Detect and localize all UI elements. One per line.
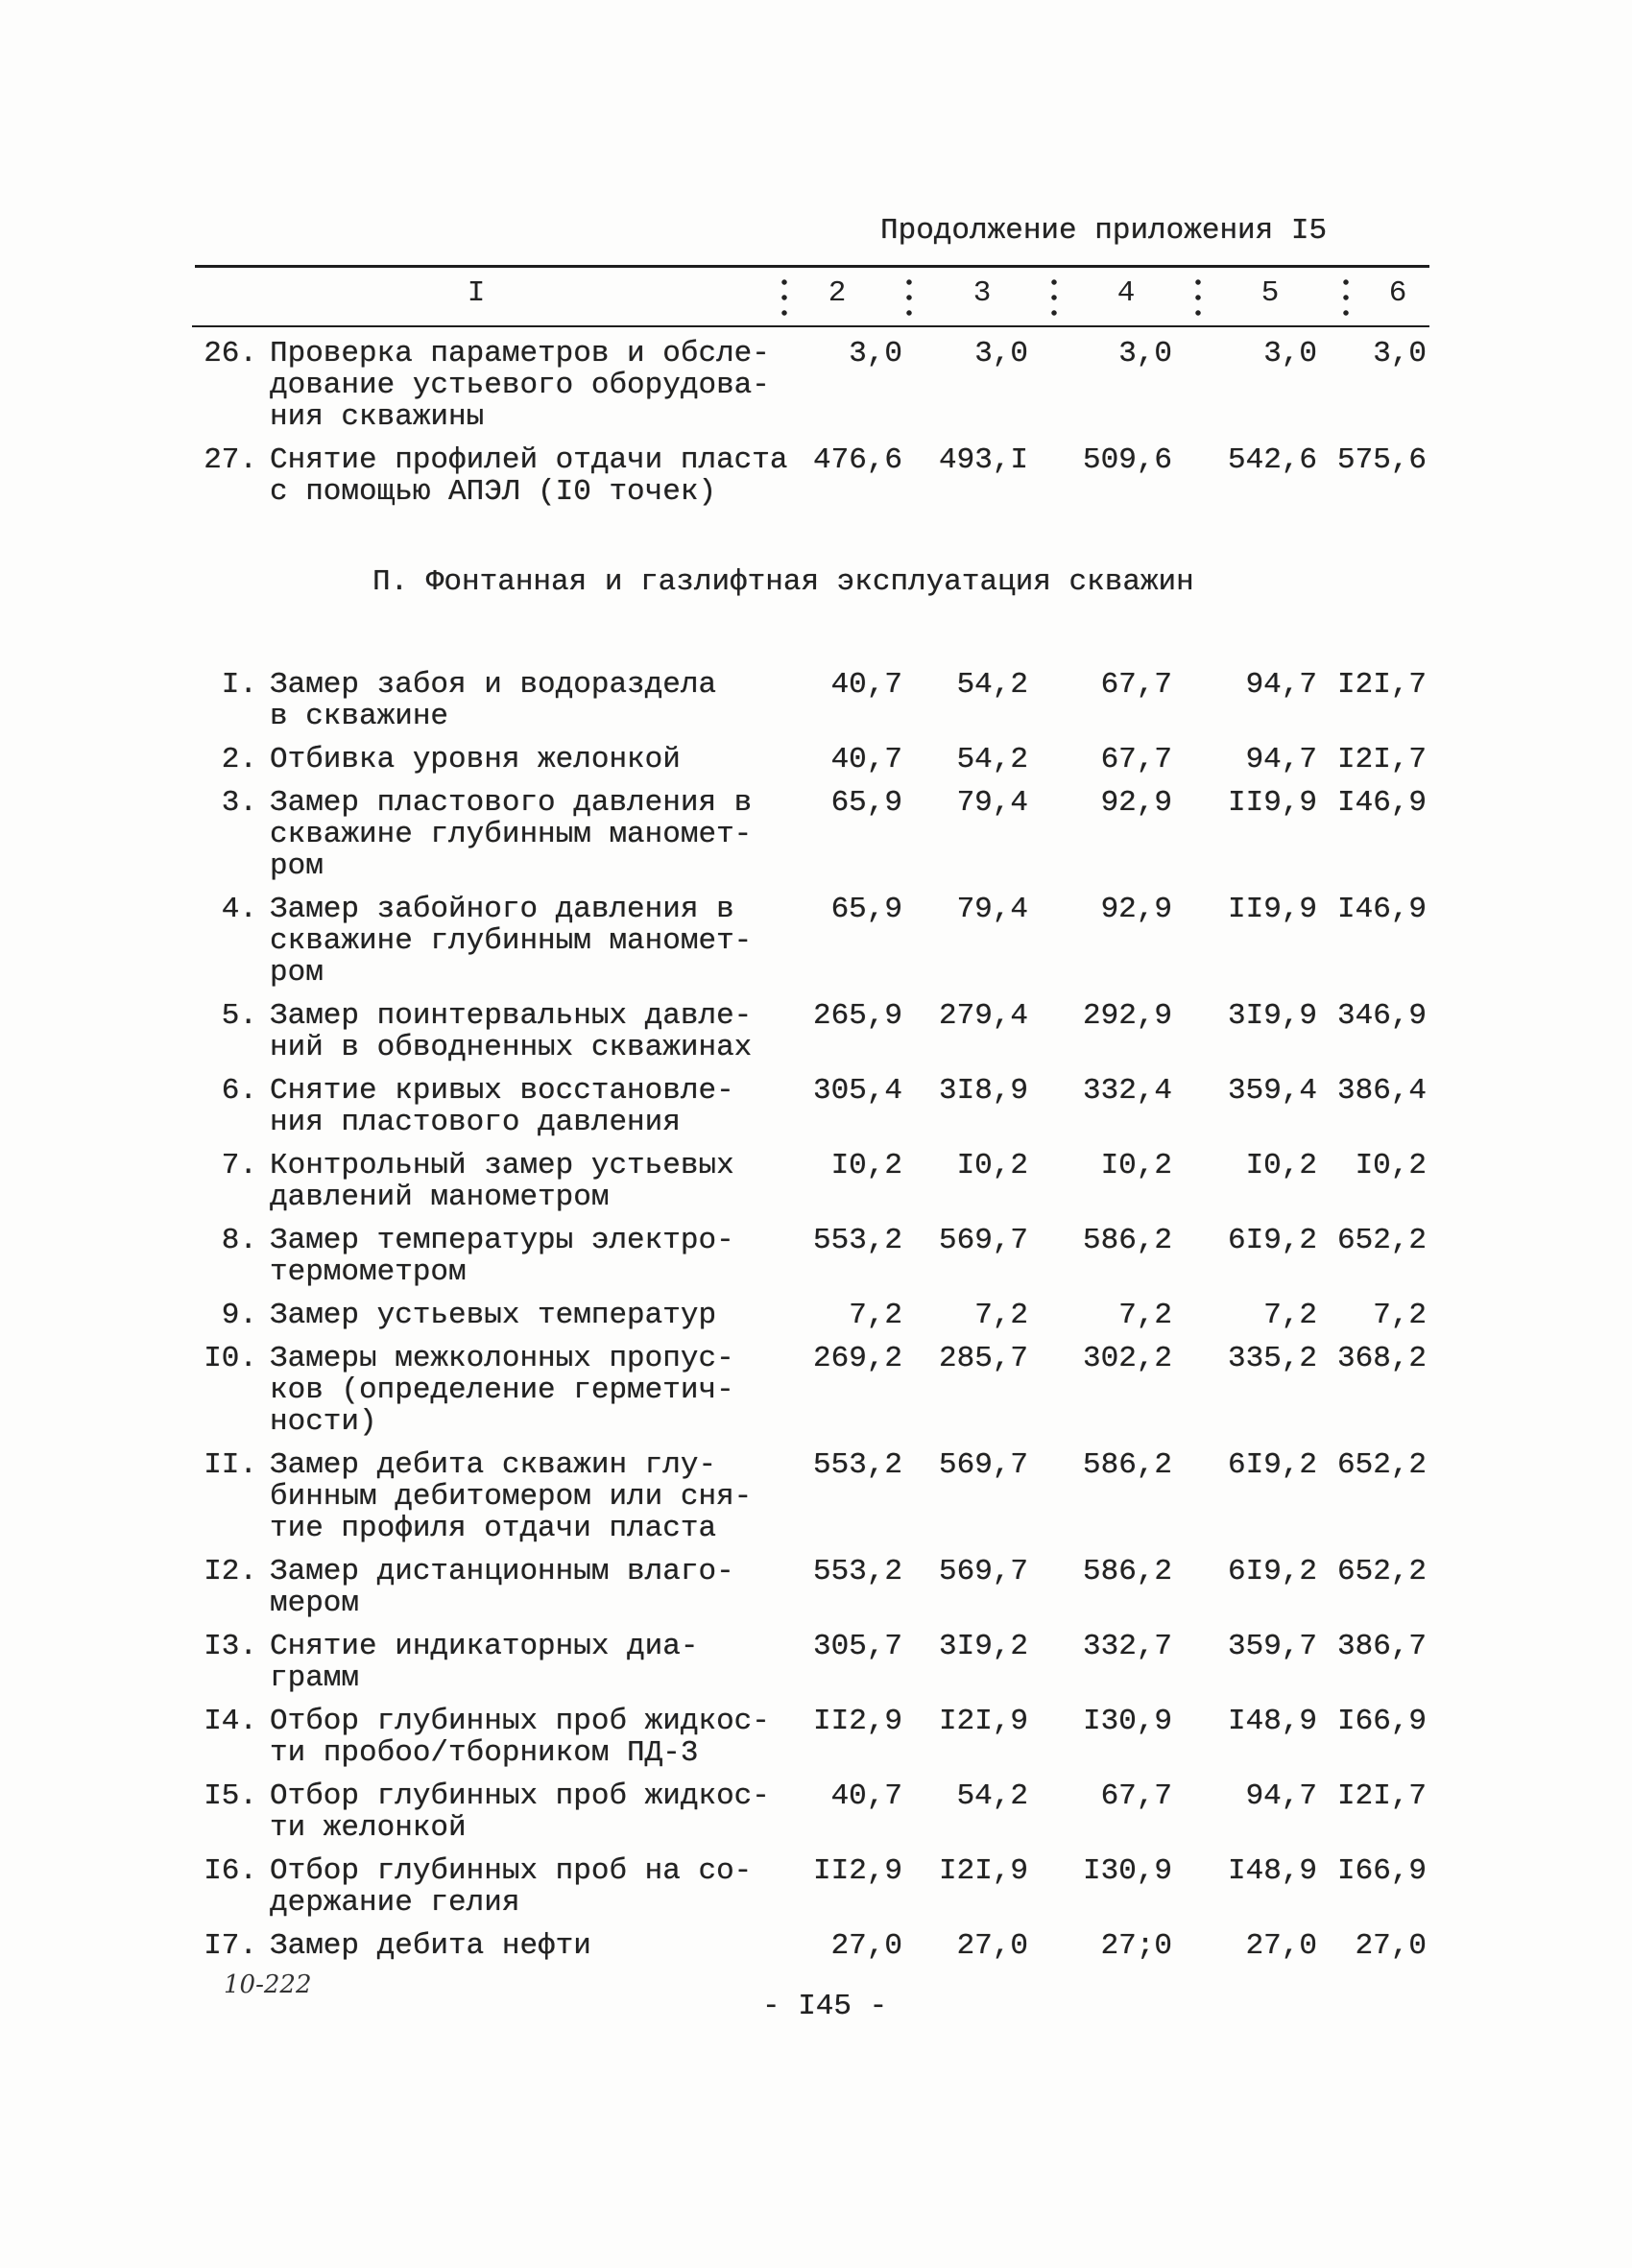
value-column-4: 67,7 [1100,743,1172,776]
description-line: ти пробоо/тборником ПД-3 [270,1736,699,1770]
column-header-5: 5 [1260,276,1280,310]
description-line: Замеры межколонных пропус- [270,1342,734,1375]
description-line: Замер дистанционным влаго- [270,1555,734,1588]
value-column-6: I46,9 [1336,893,1427,926]
table-row [0,1930,1427,1962]
value-column-2: 265,9 [812,999,902,1033]
row-description [257,669,788,732]
value-column-5: 94,7 [1245,743,1317,776]
value-column-6: 575,6 [1336,443,1427,477]
description-line: Замер забоя и водораздела [270,668,717,702]
value-column-3: 79,4 [956,893,1028,926]
description-line: держание гелия [270,1886,520,1920]
value-column-4: 302,2 [1082,1342,1172,1375]
value-column-6: I66,9 [1336,1705,1427,1738]
value-column-6: 346,9 [1336,999,1427,1033]
column-separator [781,275,787,321]
page-number: - I45 - [762,1990,888,2023]
value-column-4: 586,2 [1082,1448,1172,1482]
table-row [0,669,1427,732]
value-column-5: 6I9,2 [1227,1448,1317,1482]
table-row [0,1556,1427,1619]
value-column-2: 269,2 [812,1342,902,1375]
row-number: I0. [204,1342,257,1375]
value-column-4: 92,9 [1100,786,1172,820]
value-column-3: 3,0 [974,337,1028,370]
column-header-3: 3 [972,276,992,310]
value-column-3: 54,2 [956,1779,1028,1813]
description-line: Снятие профилей отдачи пласта [270,443,788,477]
value-column-5: 6I9,2 [1227,1555,1317,1588]
row-number: 6. [221,1074,257,1108]
table-row [0,444,1427,508]
table-row [0,1706,1427,1769]
column-header-6: 6 [1388,276,1407,310]
table-row [0,1000,1427,1063]
row-number: I. [221,668,257,702]
value-column-4: 92,9 [1100,893,1172,926]
table-body-part-1 [0,338,1427,519]
value-column-4: 27;0 [1100,1929,1172,1963]
description-line: Замер дебита нефти [270,1929,591,1963]
row-number: II. [204,1448,257,1482]
row-number: 27. [204,443,257,477]
value-column-3: 493,I [938,443,1028,477]
table-row [0,1631,1427,1694]
value-column-4: 332,4 [1082,1074,1172,1108]
row-number: 26. [204,337,257,370]
value-column-4: 586,2 [1082,1224,1172,1257]
value-column-2: 553,2 [812,1555,902,1588]
value-column-3: 285,7 [938,1342,1028,1375]
value-column-2: II2,9 [812,1854,902,1888]
value-column-4: I0,2 [1100,1149,1172,1182]
table-row [0,1449,1427,1544]
column-separator [1195,275,1201,321]
row-description [257,1855,788,1919]
row-number: I3. [204,1630,257,1663]
description-line: Отбор глубинных проб жидкос- [270,1705,770,1738]
description-line: Отбор глубинных проб на со- [270,1854,753,1888]
value-column-4: I30,9 [1082,1854,1172,1888]
column-header-2: 2 [828,276,847,310]
value-column-6: I66,9 [1336,1854,1427,1888]
description-line: с помощью АПЭЛ (I0 точек) [270,475,717,509]
value-column-2: 40,7 [830,668,902,702]
value-column-2: 553,2 [812,1224,902,1257]
value-column-2: 7,2 [849,1299,902,1332]
row-description [257,1225,788,1288]
value-column-3: I2I,9 [938,1854,1028,1888]
row-description [257,1300,788,1331]
table-row [0,787,1427,882]
value-column-4: 509,6 [1082,443,1172,477]
value-column-2: 305,7 [812,1630,902,1663]
table-row [0,1075,1427,1138]
table-row [0,1855,1427,1919]
row-description [257,1556,788,1619]
value-column-6: I46,9 [1336,786,1427,820]
row-description [257,1000,788,1063]
description-line: ности) [270,1405,377,1439]
row-description [257,787,788,882]
description-line: скважине глубинным маномет- [270,818,753,851]
description-line: мером [270,1587,360,1620]
value-column-5: 7,2 [1263,1299,1317,1332]
value-column-2: 40,7 [830,743,902,776]
table-row [0,744,1427,776]
description-line: Отбор глубинных проб жидкос- [270,1779,770,1813]
value-column-3: 569,7 [938,1555,1028,1588]
description-line: ром [270,956,324,990]
value-column-2: 305,4 [812,1074,902,1108]
description-line: ром [270,849,324,883]
description-line: ти желонкой [270,1811,467,1845]
value-column-4: I30,9 [1082,1705,1172,1738]
description-line: Снятие кривых восстановле- [270,1074,734,1108]
description-line: ков (определение герметич- [270,1373,734,1407]
row-number: 2. [221,743,257,776]
value-column-5: I48,9 [1227,1705,1317,1738]
description-line: Замер дебита скважин глу- [270,1448,717,1482]
value-column-6: I2I,7 [1336,743,1427,776]
table-row [0,1300,1427,1331]
value-column-6: I0,2 [1355,1149,1427,1182]
value-column-5: 6I9,2 [1227,1224,1317,1257]
value-column-2: 553,2 [812,1448,902,1482]
value-column-3: 3I8,9 [938,1074,1028,1108]
value-column-4: 67,7 [1100,668,1172,702]
value-column-4: 586,2 [1082,1555,1172,1588]
row-number: 3. [221,786,257,820]
row-description [257,1343,788,1438]
value-column-2: II2,9 [812,1705,902,1738]
description-line: Замер устьевых температур [270,1299,717,1332]
value-column-3: 27,0 [956,1929,1028,1963]
value-column-2: 65,9 [830,893,902,926]
description-line: давлений манометром [270,1181,610,1214]
value-column-2: 65,9 [830,786,902,820]
table-row [0,1343,1427,1438]
value-column-3: 569,7 [938,1448,1028,1482]
description-line: Замер пластового давления в [270,786,753,820]
value-column-6: 3,0 [1373,337,1427,370]
row-description [257,894,788,989]
value-column-5: I0,2 [1245,1149,1317,1182]
row-number: I5. [204,1779,257,1813]
row-number: 9. [221,1299,257,1332]
row-number: I2. [204,1555,257,1588]
row-description [257,1150,788,1213]
row-number: I6. [204,1854,257,1888]
value-column-6: 652,2 [1336,1224,1427,1257]
column-header-4: 4 [1116,276,1136,310]
description-line: бинным дебитомером или сня- [270,1480,753,1514]
value-column-5: 3,0 [1263,337,1317,370]
table-row [0,894,1427,989]
table-row [0,1780,1427,1844]
table-header-row [0,267,1632,326]
value-column-3: 3I9,2 [938,1630,1028,1663]
value-column-2: 27,0 [830,1929,902,1963]
row-description [257,744,788,776]
value-column-6: 7,2 [1373,1299,1427,1332]
description-line: ния пластового давления [270,1106,681,1139]
description-line: Отбивка уровня желонкой [270,743,681,776]
row-number: 8. [221,1224,257,1257]
description-line: Проверка параметров и обсле- [270,337,770,370]
description-line: Замер забойного давления в [270,893,734,926]
description-line: Контрольный замер устьевых [270,1149,734,1182]
row-number: I7. [204,1929,257,1963]
description-line: ний в обводненных скважинах [270,1031,753,1064]
row-number: 4. [221,893,257,926]
description-line: в скважине [270,700,449,733]
column-separator [1051,275,1057,321]
description-line: Замер поинтервальных давле- [270,999,753,1033]
value-column-2: 476,6 [812,443,902,477]
row-description [257,1631,788,1694]
value-column-5: II9,9 [1227,893,1317,926]
value-column-2: 3,0 [849,337,902,370]
value-column-5: 94,7 [1245,668,1317,702]
value-column-4: 332,7 [1082,1630,1172,1663]
value-column-6: 27,0 [1355,1929,1427,1963]
column-separator [1343,275,1349,321]
table-row [0,1225,1427,1288]
value-column-6: 652,2 [1336,1448,1427,1482]
row-number: 5. [221,999,257,1033]
description-line: скважине глубинным маномет- [270,924,753,958]
handwritten-footer-code: 10-222 [224,1970,312,1999]
value-column-6: 386,4 [1336,1074,1427,1108]
value-column-5: II9,9 [1227,786,1317,820]
value-column-5: 3I9,9 [1227,999,1317,1033]
value-column-6: 368,2 [1336,1342,1427,1375]
value-column-3: 7,2 [974,1299,1028,1332]
value-column-5: 359,7 [1227,1630,1317,1663]
table-header-rule [192,325,1429,327]
column-separator [906,275,912,321]
row-description [257,1075,788,1138]
value-column-2: I0,2 [830,1149,902,1182]
value-column-4: 7,2 [1118,1299,1172,1332]
value-column-2: 40,7 [830,1779,902,1813]
row-number: 7. [221,1149,257,1182]
description-line: Замер температуры электро- [270,1224,734,1257]
row-description [257,1930,788,1962]
value-column-4: 292,9 [1082,999,1172,1033]
value-column-3: I2I,9 [938,1705,1028,1738]
value-column-3: 79,4 [956,786,1028,820]
row-description [257,1706,788,1769]
row-number: I4. [204,1705,257,1738]
table-body-part-2 [0,669,1427,1973]
row-description [257,1449,788,1544]
value-column-5: 335,2 [1227,1342,1317,1375]
value-column-6: 652,2 [1336,1555,1427,1588]
description-line: Снятие индикаторных диа- [270,1630,699,1663]
row-description [257,338,788,433]
description-line: грамм [270,1661,360,1695]
description-line: тие профиля отдачи пласта [270,1512,717,1545]
value-column-3: 54,2 [956,668,1028,702]
value-column-6: I2I,7 [1336,1779,1427,1813]
value-column-5: 542,6 [1227,443,1317,477]
description-line: термометром [270,1255,467,1289]
value-column-3: 569,7 [938,1224,1028,1257]
value-column-4: 3,0 [1118,337,1172,370]
value-column-5: 359,4 [1227,1074,1317,1108]
value-column-5: I48,9 [1227,1854,1317,1888]
row-description [257,444,788,508]
value-column-3: I0,2 [956,1149,1028,1182]
table-row [0,1150,1427,1213]
appendix-continuation-title: Продолжение приложения I5 [880,214,1328,248]
row-description [257,1780,788,1844]
value-column-6: I2I,7 [1336,668,1427,702]
column-header-1: I [467,276,486,310]
section-heading: П. Фонтанная и газлифтная эксплуатация скважин [372,565,1194,599]
value-column-4: 67,7 [1100,1779,1172,1813]
value-column-5: 27,0 [1245,1929,1317,1963]
table-row [0,338,1427,433]
description-line: ния скважины [270,400,485,434]
description-line: дование устьевого оборудова- [270,369,770,402]
value-column-6: 386,7 [1336,1630,1427,1663]
value-column-3: 54,2 [956,743,1028,776]
value-column-3: 279,4 [938,999,1028,1033]
value-column-5: 94,7 [1245,1779,1317,1813]
